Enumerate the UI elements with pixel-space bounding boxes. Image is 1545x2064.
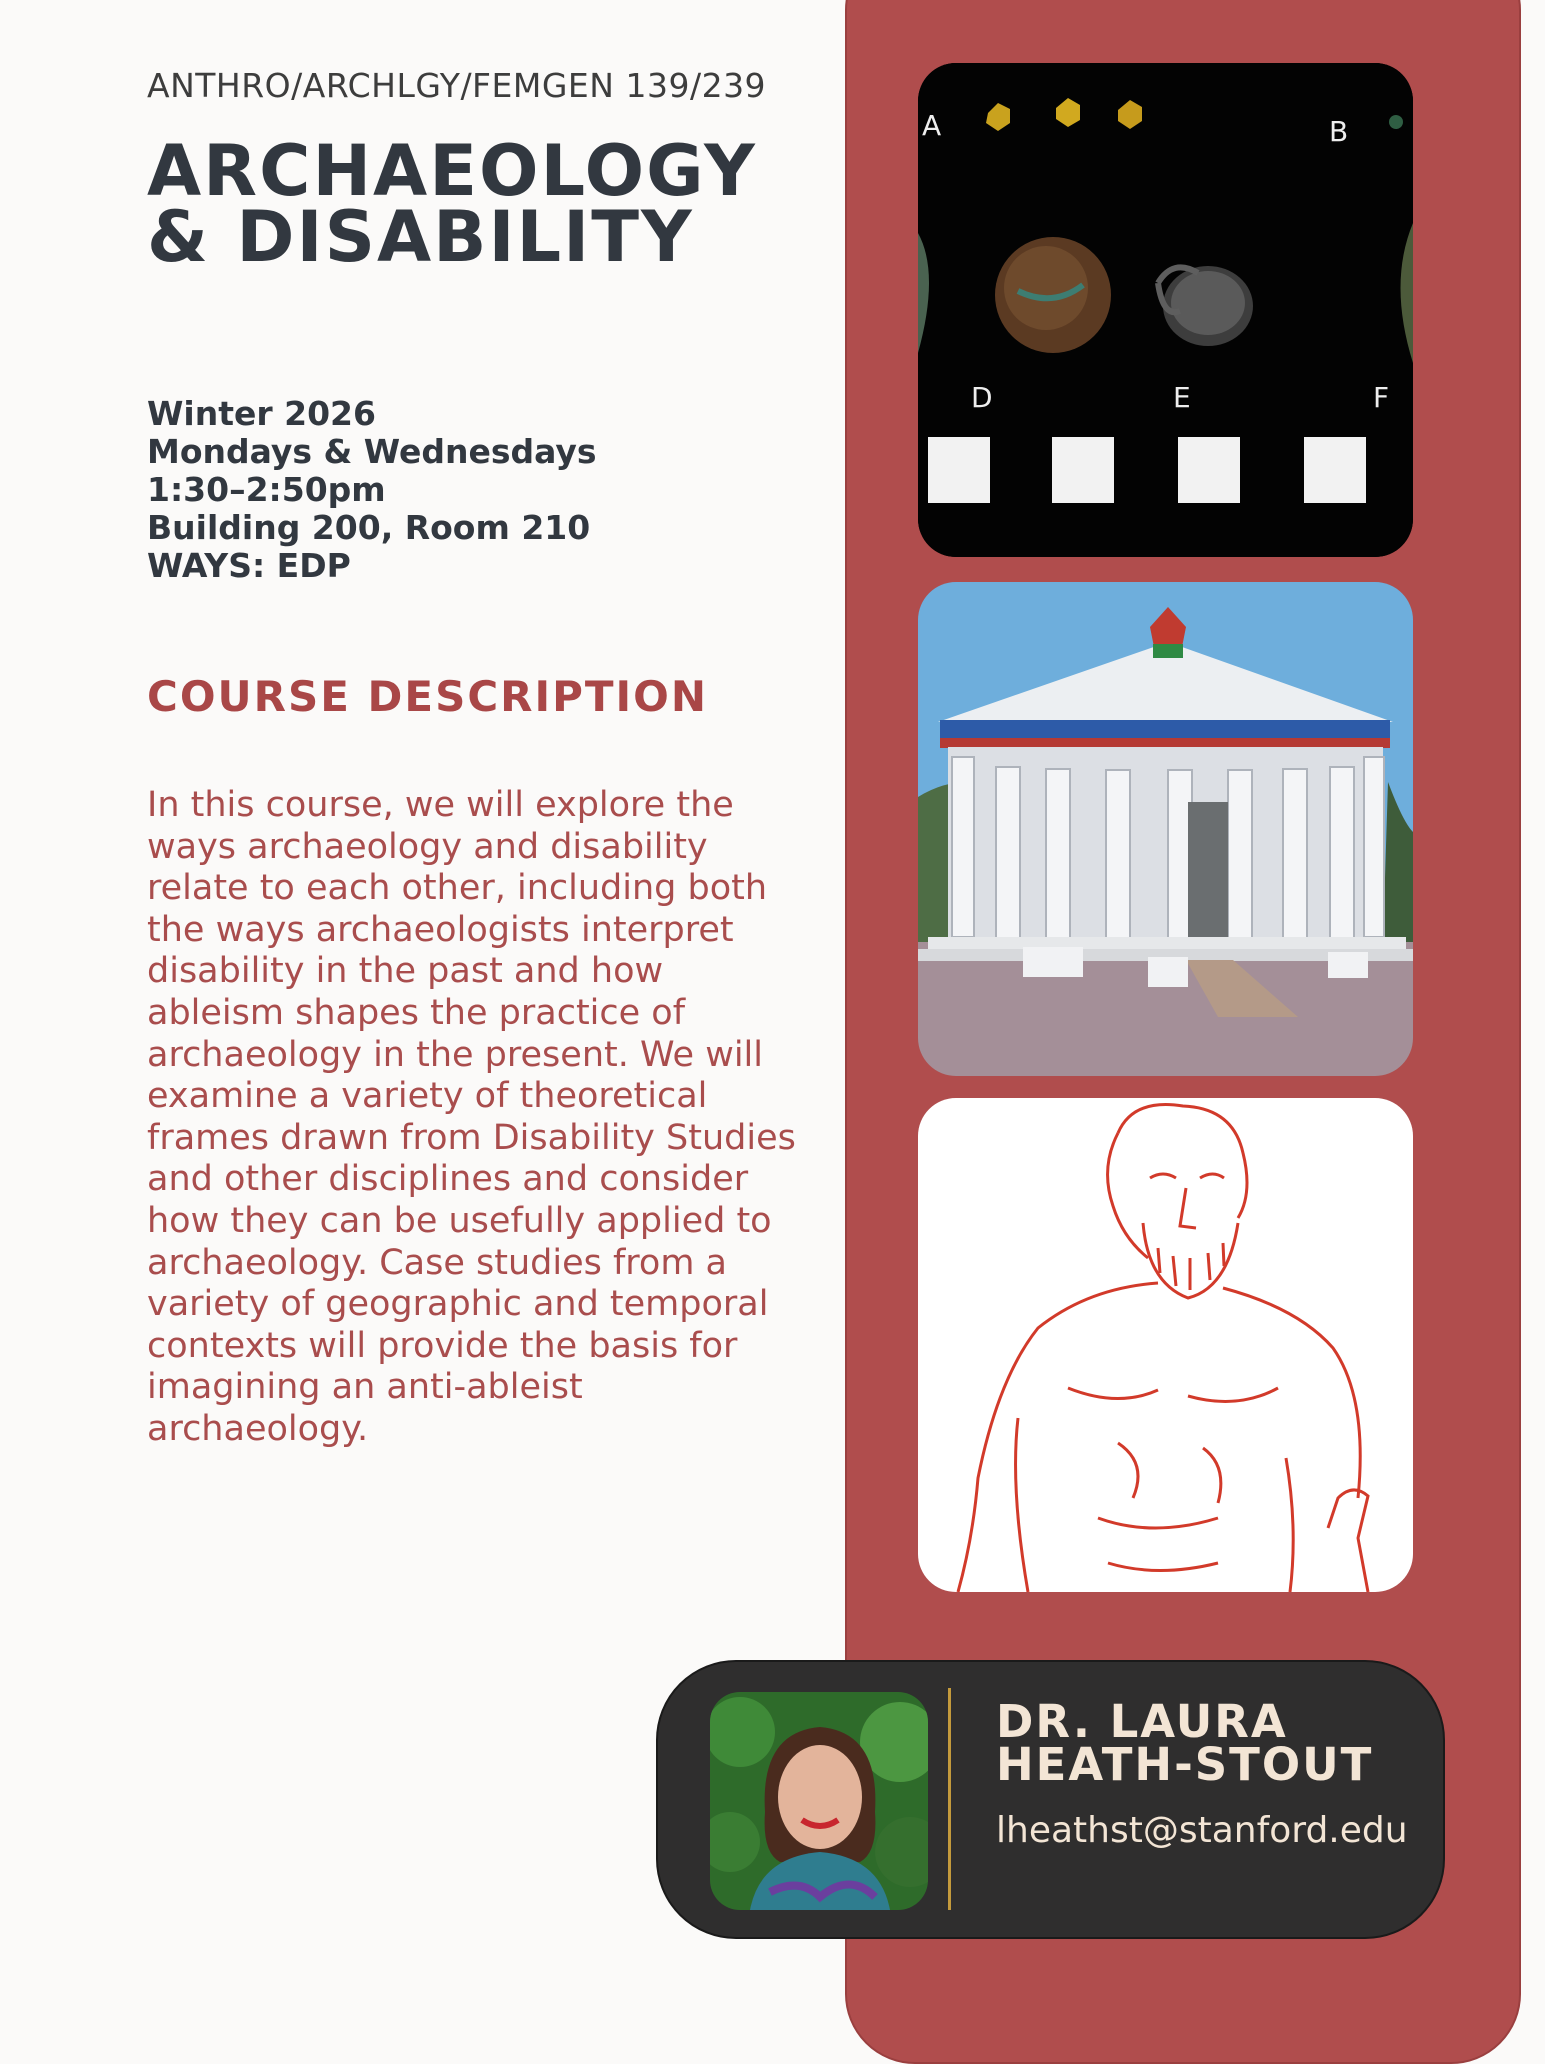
detail-location: Building 200, Room 210 (147, 508, 591, 547)
detail-time: 1:30–2:50pm (147, 470, 386, 509)
artifacts-photo (918, 63, 1413, 557)
artifact-label-b: B (1329, 115, 1349, 148)
instructor-card (656, 1660, 1445, 1939)
title-line-2: & DISABILITY (147, 196, 694, 278)
artifact-label-e: E (1173, 381, 1191, 414)
course-details (147, 395, 597, 585)
figure-sketch-drawing (918, 1098, 1413, 1592)
detail-term: Winter 2026 (147, 394, 376, 433)
course-code: ANTHRO/ARCHLGY/FEMGEN 139/239 (147, 66, 767, 105)
artifact-label-d: D (971, 381, 993, 414)
instructor-avatar (710, 1692, 928, 1910)
artifact-label-a: A (922, 109, 942, 142)
description-body: In this course, we will explore the ways archaeology and disability relate to each other, including both the ways archaeologists interpret disability in the past and how ableism shapes the practice of archaeology in the present. We will examine a variety of theoretical frames drawn from Disability Studies and other disciplines and consider how they can be usefully applied to archaeology. Case studies from a variety of geographic and temporal contexts will provide the basis for imagining an anti-ableist archaeology. (147, 785, 796, 1449)
artifact-label-f: F (1373, 381, 1390, 414)
title-line-1: ARCHAEOLOGY (147, 130, 757, 212)
description-heading: COURSE DESCRIPTION (147, 672, 709, 721)
instructor-name (996, 1695, 1374, 1791)
instructor-name-line-2: HEATH-STOUT (996, 1738, 1374, 1791)
course-title (147, 130, 757, 278)
instructor-name-line-1: DR. LAURA (996, 1695, 1288, 1748)
instructor-email[interactable]: lheathst@stanford.edu (996, 1810, 1408, 1851)
detail-days: Mondays & Wednesdays (147, 432, 597, 471)
card-divider (948, 1688, 951, 1910)
temple-reconstruction-photo (918, 582, 1413, 1076)
detail-ways: WAYS: EDP (147, 546, 351, 585)
